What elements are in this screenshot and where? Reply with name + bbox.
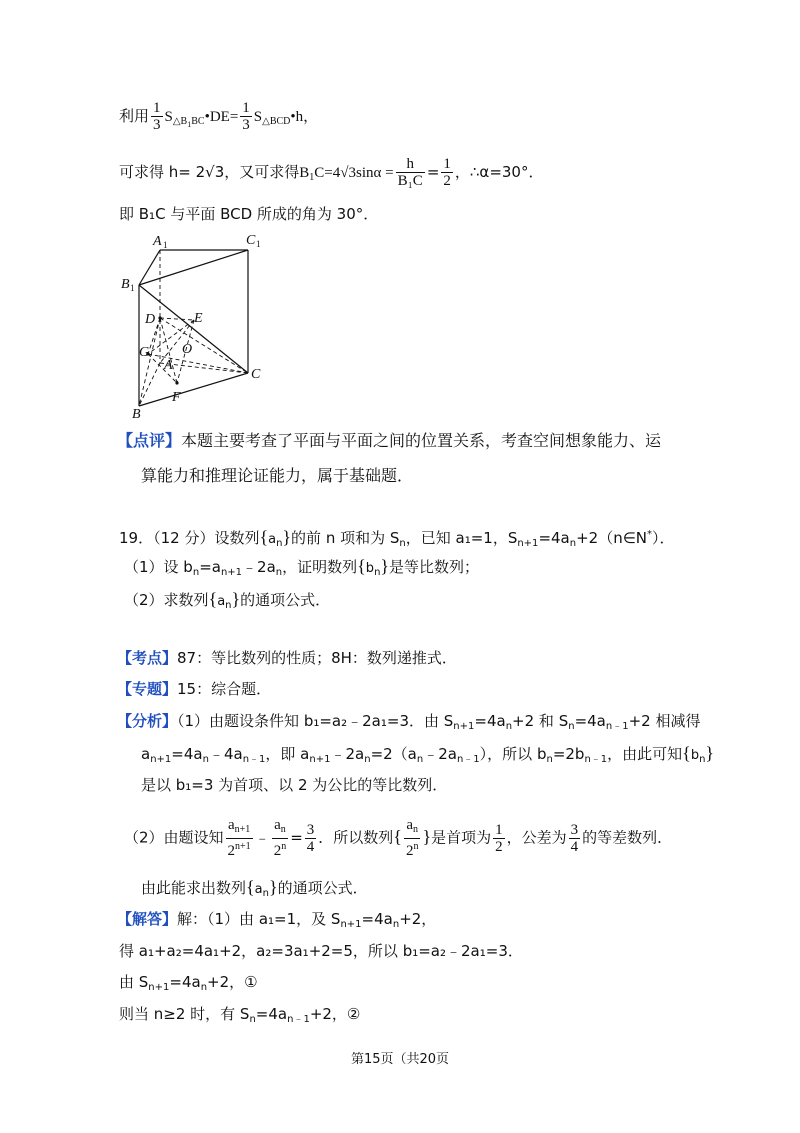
- text: n: [225, 600, 232, 611]
- text: 87：等比数列的性质；8H：数列递推式．: [177, 649, 457, 667]
- text: *: [647, 529, 652, 540]
- comment-text: 本题主要考查了平面与平面之间的位置关系，考查空间想象能力、运: [181, 431, 662, 450]
- text: △BCD: [262, 116, 291, 127]
- brace-close: }: [380, 556, 390, 576]
- fenxi-tag: 【分析】: [117, 712, 178, 730]
- text: n: [275, 567, 283, 578]
- fenxi-line-2: $a_{n+1}=4a_n﹣4a_{n﹣1}$，即 $a_{n+1}﹣2a_n=2(a_n﹣2a_{n﹣1})$，所以 $b_n=2b_{n﹣1}$，由此可知$\{b_n\}$: [141, 743, 715, 765]
- brace-close: }: [231, 589, 241, 609]
- text: ，已知 a₁=1，S: [405, 529, 518, 547]
- comment-line-2: 算能力和推理论证能力，属于基础题．: [141, 466, 414, 485]
- text: ﹣2a: [242, 558, 276, 576]
- label-c1-sub: 1: [256, 239, 261, 249]
- label-b1-sub: 1: [130, 283, 135, 293]
- text: 的通项公式．: [240, 591, 331, 609]
- label-o: O: [182, 342, 193, 357]
- fenxi-line-4: （2）由题设知 $\frac{a_{n+1}}{2^{n+1}}$ ﹣ $\frac{a_n}{2^n}$ = $\frac{3}{4}$ ．所以数列{ $\frac{a_n}{2^n}$ }是首项为 $\frac{1}{2}$ ，公差为 $\frac{3}{4}$ 的等差数列．: [124, 817, 673, 859]
- zhuanti-line: [117, 678, 271, 700]
- jieda-line-3: 由 $S_{n+1}=4a_n+2$，①: [119, 973, 258, 993]
- brace-open: {: [357, 556, 366, 576]
- text: 1: [187, 120, 192, 129]
- fenxi-line-3: 是以 b₁=3 为首项、以 2 为公比的等比数列．: [141, 776, 448, 794]
- fraction: $\frac{1}{3}$: [242, 100, 250, 133]
- formula-line-1: [119, 100, 318, 136]
- formula-line-3: 即 B₁C 与平面 BCD 所成的角为 30°．: [119, 205, 379, 223]
- text: •DE=: [204, 109, 239, 125]
- text: B: [299, 165, 310, 181]
- text: C=4√3sinα =: [314, 165, 394, 181]
- text: ，证明数列: [282, 558, 358, 576]
- problem-line-2: （1）设 $b_n=a_{n+1}﹣2a_n$，证明数列$\{b_n\}$是等比数列；: [124, 556, 480, 578]
- kaodian-line: [117, 647, 457, 669]
- text: S: [164, 109, 173, 125]
- label-b: B: [132, 407, 141, 422]
- fraction: $\frac{h}{\text{B₁C}}$: [397, 156, 423, 189]
- jieda-tag: 【解答】: [117, 910, 178, 928]
- label-a1-sub: 1: [163, 240, 168, 250]
- text: n: [276, 538, 283, 549]
- fraction: $\frac{1}{3}$: [153, 100, 161, 133]
- label-c: C: [251, 367, 261, 382]
- text: 的前 n 项和为 S: [291, 529, 400, 547]
- text: S: [253, 109, 263, 125]
- text: n+1: [517, 538, 539, 549]
- text: 15：综合题．: [177, 680, 272, 698]
- brace-open: {: [208, 589, 218, 609]
- fenxi-line-5: 由此能求出数列$\{a_n\}$的通项公式．: [141, 877, 368, 899]
- text: 1: [309, 172, 315, 183]
- label-f: F: [172, 390, 181, 405]
- text: n: [569, 538, 577, 549]
- text: •h，: [290, 109, 319, 125]
- text: =4a: [538, 529, 570, 547]
- text: （1）由题设条件知 b₁=a₂﹣2a₁=3．由 S: [177, 712, 454, 730]
- label-a1: A: [153, 234, 162, 249]
- text: △B: [172, 116, 188, 127]
- jieda-line-1: 【解答】解：（1）由 a₁=1，及 $S_{n+1}=4a_n+2$，: [117, 910, 437, 930]
- text: 利用: [119, 107, 150, 125]
- zhuanti-tag: 【专题】: [117, 680, 178, 698]
- text: n+1: [220, 567, 243, 578]
- label-c1: C: [246, 233, 256, 248]
- text: （2）求数列: [124, 591, 209, 609]
- problem-line-1: [119, 524, 675, 555]
- label-d: D: [145, 312, 156, 327]
- text: BC: [191, 116, 205, 127]
- problem-line-3: [124, 588, 330, 617]
- text: （1）设 b: [124, 558, 193, 576]
- label-a: A: [164, 358, 173, 373]
- jieda-line-4: 则当 n≥2 时，有 $S_n=4a_{n﹣1}+2$，②: [119, 1005, 361, 1025]
- formula-line-2: [119, 156, 543, 189]
- fenxi-line-1: 【分析】（1）由题设条件知 b₁=a₂﹣2a₁=3．由 $S_{n+1}=4a_n+2$ 和 $S_n=4a_{n﹣1}+2$ 相减得: [117, 712, 701, 732]
- text: n: [374, 567, 381, 578]
- text: 可求得 h= 2√3，又可求得: [119, 163, 300, 181]
- page-footer: 第15页（共20页: [350, 1052, 450, 1067]
- brace-open: {: [259, 527, 269, 547]
- geometry-figure: [115, 228, 275, 423]
- text: =a: [199, 558, 221, 576]
- text: 是等比数列；: [389, 558, 480, 576]
- jieda-line-2: 得 a₁+a₂=4a₁+2，a₂=3a₁+2=5，所以 b₁=a₂﹣2a₁=3．: [119, 942, 523, 960]
- text: a: [268, 532, 277, 547]
- brace-close: }: [282, 527, 292, 547]
- text: ）．: [652, 529, 675, 547]
- text: ，∴α=30°．: [454, 163, 544, 181]
- text: n: [192, 567, 200, 578]
- text: 19．（12 分）设数列: [119, 529, 260, 547]
- label-e: E: [194, 311, 203, 326]
- label-g: G: [139, 345, 150, 360]
- fraction: $\frac{1}{2}$: [443, 156, 451, 189]
- comment-line-1: [117, 430, 661, 452]
- text: a: [217, 594, 226, 609]
- text: n: [399, 538, 406, 549]
- text: =: [426, 163, 440, 181]
- kaodian-tag: 【考点】: [117, 649, 178, 667]
- text: +2（n∈N: [576, 529, 647, 547]
- label-b1: B: [121, 277, 130, 292]
- comment-tag: 【点评】: [117, 431, 182, 450]
